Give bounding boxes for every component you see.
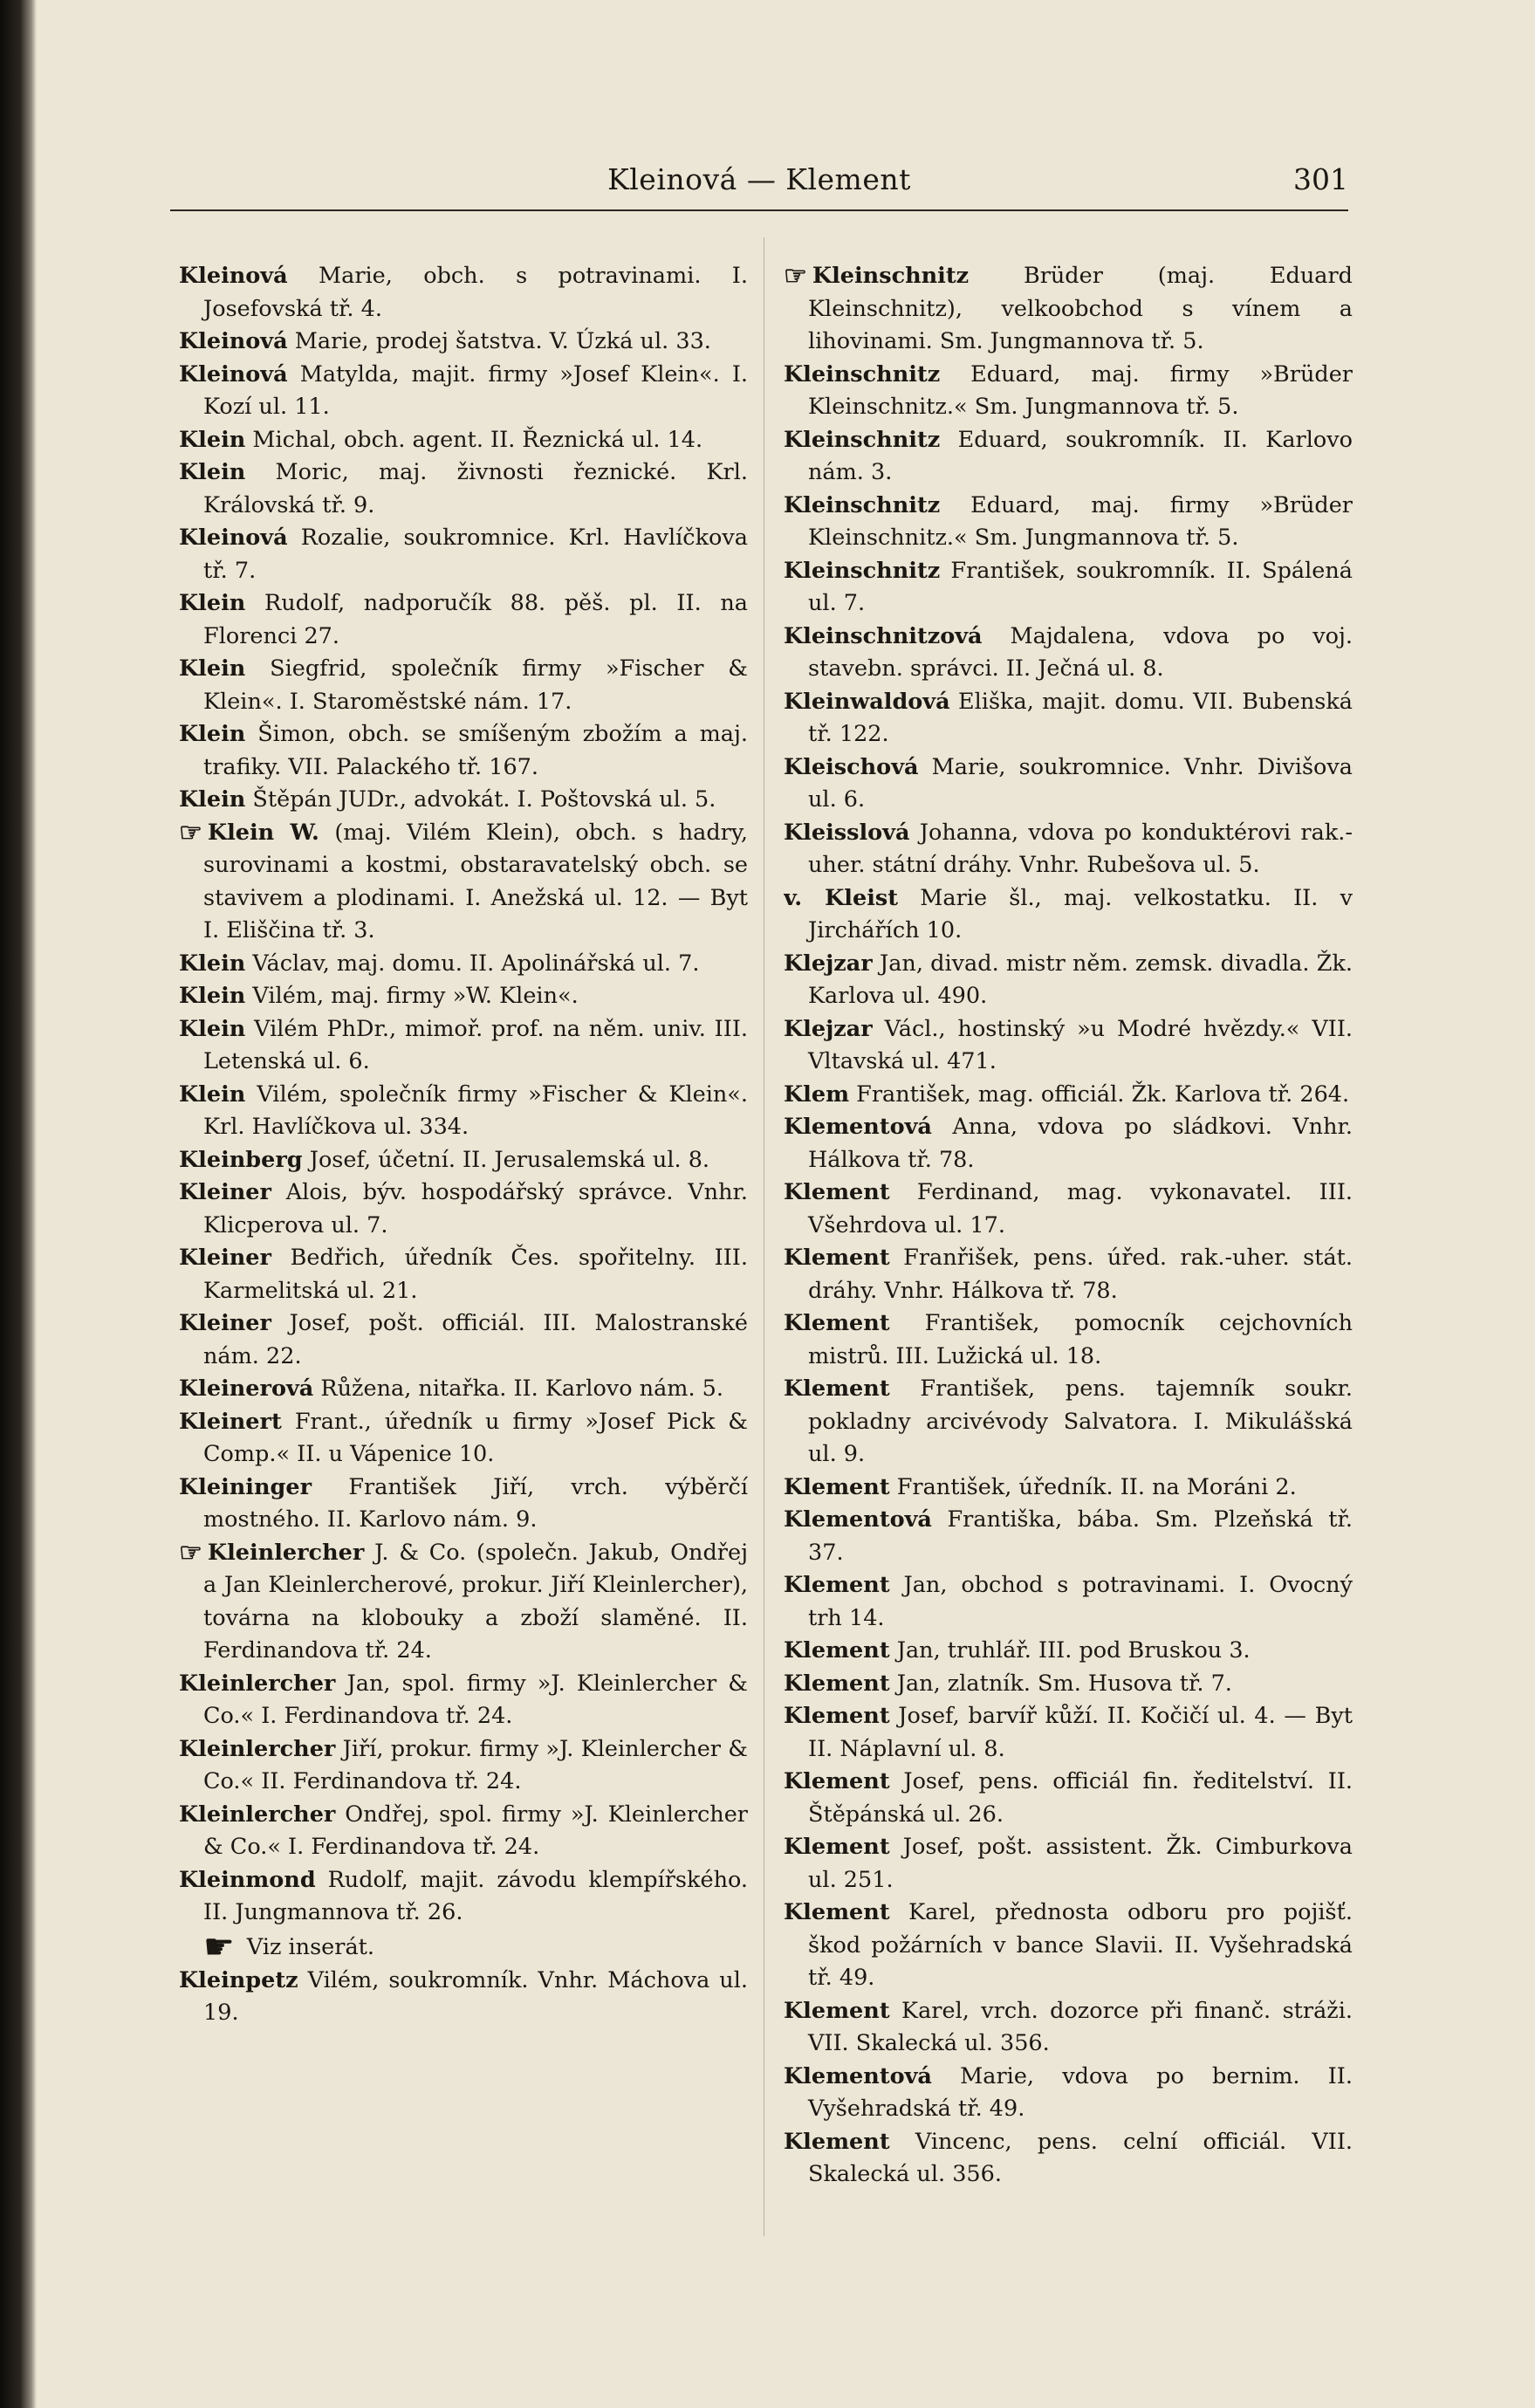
entry-surname: Klement xyxy=(784,1703,890,1729)
directory-entry xyxy=(179,1965,748,2030)
entry-details: Ondřej, spol. firmy »J. Kleinlercher & Co.« I. Ferdinandova tř. 24. xyxy=(203,1801,748,1860)
entry-details: Jan, spol. firmy »J. Kleinlercher & Co.« I. Ferdinandova tř. 24. xyxy=(203,1670,748,1729)
directory-entry xyxy=(784,424,1353,490)
entry-details: Vilém, společník firmy »Fischer & Klein«. Krl. Havlíčkova ul. 334. xyxy=(203,1081,748,1140)
entry-details: Jiří, prokur. firmy »J. Kleinlercher & Co.« II. Ferdinandova tř. 24. xyxy=(203,1735,748,1794)
entry-details: Jan, truhlář. III. pod Bruskou 3. xyxy=(889,1637,1251,1664)
entry-details: Rudolf, nadporučík 88. pěš. pl. II. na Florenci 27. xyxy=(203,590,748,649)
entry-surname: Kleinmond xyxy=(179,1866,316,1893)
entry-surname: Kleinerová xyxy=(179,1376,314,1402)
entry-details: Růžena, nitařka. II. Karlovo nám. 5. xyxy=(313,1376,724,1402)
entry-surname: Klement xyxy=(784,1899,890,1925)
directory-entry xyxy=(784,555,1353,621)
directory-entry xyxy=(784,1472,1353,1505)
entry-details: Frant., úředník u firmy »Josef Pick & Comp.« II. u Vápenice 10. xyxy=(203,1408,748,1467)
entry-surname: v. Kleist xyxy=(784,884,899,911)
directory-entry xyxy=(784,2061,1353,2126)
entry-details: Vilém PhDr., mimoř. prof. na něm. univ. III. Letenská ul. 6. xyxy=(203,1015,748,1074)
hand-mark-icon: ☞ xyxy=(179,817,202,848)
directory-entry xyxy=(179,1013,748,1079)
entry-details: Brüder (maj. Eduard Kleinschnitz), velkoobchod s vínem a lihovinami. Sm. Jungmannova tř. 5. xyxy=(808,263,1353,354)
directory-entry xyxy=(784,1995,1353,2061)
directory-entry xyxy=(179,587,748,653)
entry-surname: Klein xyxy=(179,950,246,977)
entry-details: Vilém, soukromník. Vnhr. Máchova ul. 19. xyxy=(203,1966,748,2026)
directory-entry xyxy=(784,686,1353,751)
entry-details: Štěpán JUDr., advokát. I. Poštovská ul. 5. xyxy=(245,786,716,813)
entry-surname: Klement xyxy=(784,1572,890,1598)
entry-surname: Kleiner xyxy=(179,1179,271,1205)
entry-surname: Klein xyxy=(179,426,246,453)
entry-surname: Kleininger xyxy=(179,1473,312,1500)
entry-surname: Klement xyxy=(784,1834,890,1860)
entry-surname: Klement xyxy=(784,1997,890,2024)
entry-surname: Kleinschnitzová xyxy=(784,622,983,649)
entry-details: Anna, vdova po sládkovi. Vnhr. Hálkova tř. 78. xyxy=(808,1114,1353,1173)
entry-details: Marie, obch. s potravinami. I. Josefovská tř. 4. xyxy=(203,263,748,322)
entry-details: Václav, maj. domu. II. Apolinářská ul. 7. xyxy=(245,950,700,977)
entry-surname: Kleinberg xyxy=(179,1146,303,1173)
directory-entry xyxy=(179,1668,748,1733)
entry-surname: Kleinert xyxy=(179,1408,282,1435)
entry-surname: Klein xyxy=(179,721,246,747)
pointing-finger-icon: ☛ xyxy=(203,1926,235,1967)
directory-entry xyxy=(784,2126,1353,2192)
directory-entry xyxy=(179,653,748,718)
directory-entry xyxy=(784,948,1353,1013)
directory-entry xyxy=(784,1013,1353,1079)
note-text: Viz inserát. xyxy=(246,1933,375,1960)
entry-details: František, soukromník. II. Spálená ul. 7. xyxy=(808,557,1353,616)
entry-surname: Kleinlercher xyxy=(179,1801,336,1828)
directory-entry xyxy=(179,359,748,424)
entry-details: Alois, býv. hospodářský správce. Vnhr. Klicperova ul. 7. xyxy=(203,1179,748,1238)
directory-entry xyxy=(179,326,748,359)
entry-surname: Kleinlercher xyxy=(179,1670,336,1697)
hand-mark-icon: ☞ xyxy=(179,1537,202,1568)
directory-entry xyxy=(784,621,1353,686)
entry-details: Františka, bába. Sm. Plzeňská tř. 37. xyxy=(808,1506,1353,1566)
entry-surname: Kleinová xyxy=(179,525,288,551)
directory-entry xyxy=(784,1700,1353,1766)
see-advertisement-note xyxy=(179,1926,748,1967)
entry-surname: Kleinpetz xyxy=(179,1966,298,1993)
directory-entry xyxy=(784,1307,1353,1373)
directory-entry xyxy=(179,260,748,326)
entry-surname: Klein xyxy=(179,459,246,485)
entry-surname: Kleinschnitz xyxy=(784,491,941,518)
entry-surname: Kleinová xyxy=(179,360,288,388)
entry-surname: Kleischová xyxy=(784,753,919,780)
directory-entry xyxy=(784,1766,1353,1831)
entry-details: František, pens. tajemník soukr. pokladny arcivévody Salvatora. I. Mikulášská ul. 9. xyxy=(808,1376,1353,1467)
entry-surname: Klement xyxy=(784,1376,890,1402)
entry-details: Ferdinand, mag. vykonavatel. III. Všehrdova ul. 17. xyxy=(808,1179,1353,1238)
entry-details: Bedřich, úředník Čes. spořitelny. III. Karmelitská ul. 21. xyxy=(203,1245,748,1304)
entry-surname: Kleinschnitz xyxy=(812,263,970,289)
entry-details: Josef, barvíř kůží. II. Kočičí ul. 4. — Byt II. Náplavní ul. 8. xyxy=(808,1703,1353,1762)
directory-entry xyxy=(179,817,748,948)
directory-entry xyxy=(784,1569,1353,1635)
entry-surname: Klement xyxy=(784,1179,890,1205)
entry-surname: Klementová xyxy=(784,2062,932,2089)
directory-entry xyxy=(784,1242,1353,1307)
book-spine-shadow xyxy=(0,0,37,2408)
directory-entry xyxy=(179,1242,748,1307)
entry-surname: Kleinschnitz xyxy=(784,426,941,453)
running-title: Kleinová — Klement xyxy=(607,162,911,196)
directory-entry xyxy=(784,1897,1353,1995)
directory-entry xyxy=(784,882,1353,948)
entry-surname: Kleinschnitz xyxy=(784,557,941,584)
entry-surname: Klement xyxy=(784,1670,890,1697)
directory-entry xyxy=(179,424,748,457)
directory-entry xyxy=(179,1864,748,1930)
entry-surname: Kleinschnitz xyxy=(784,360,941,388)
entry-details: Rudolf, majit. závodu klempířského. II. Jungmannova tř. 26. xyxy=(203,1866,748,1925)
directory-entry xyxy=(784,1373,1353,1472)
entry-details: Moric, maj. živnosti řeznické. Krl. Královská tř. 9. xyxy=(203,459,748,518)
entry-details: František, úředník. II. na Moráni 2. xyxy=(889,1473,1297,1500)
directory-entry xyxy=(179,784,748,817)
entry-details: Josef, účetní. II. Jerusalemská ul. 8. xyxy=(302,1146,710,1173)
directory-entry xyxy=(179,1373,748,1406)
entry-details: Eliška, majit. domu. VII. Bubenská tř. 122. xyxy=(808,688,1353,747)
entry-surname: Klementová xyxy=(784,1114,932,1140)
entry-details: (maj. Vilém Klein), obch. s hadry, surovinami a kostmi, obstaravatelský obch. se stavivem a plodinami. I. Anežská ul. 12. — Byt I. Eliščina tř. 3. xyxy=(203,819,748,943)
directory-entry xyxy=(784,359,1353,424)
entry-details: Šimon, obch. se smíšeným zbožím a maj. trafiky. VII. Palackého tř. 167. xyxy=(203,721,748,780)
entry-surname: Klein W. xyxy=(207,819,319,846)
entry-details: Marie šl., maj. velkostatku. II. v Jirchářích 10. xyxy=(808,884,1353,943)
entry-surname: Klein xyxy=(179,1015,246,1042)
directory-entry xyxy=(179,1177,748,1242)
entry-details: Majdalena, vdova po voj. stavebn. správci. II. Ječná ul. 8. xyxy=(808,622,1353,682)
entry-surname: Klein xyxy=(179,590,246,616)
entry-surname: Kleinlercher xyxy=(207,1539,365,1566)
entry-surname: Klein xyxy=(179,786,246,813)
entry-details: Karel, vrch. dozorce při finanč. stráži. VII. Skalecká ul. 356. xyxy=(808,1997,1353,2056)
directory-entry xyxy=(179,456,748,522)
directory-entry xyxy=(179,1144,748,1177)
entry-details: Josef, pošt. officiál. III. Malostranské nám. 22. xyxy=(203,1310,748,1369)
entry-details: Josef, pens. officiál fin. ředitelství. II. Štěpánská ul. 26. xyxy=(808,1768,1353,1828)
entry-details: Josef, pošt. assistent. Žk. Cimburkova ul. 251. xyxy=(808,1834,1353,1893)
entry-details: Vincenc, pens. celní officiál. VII. Skalecká ul. 356. xyxy=(808,2128,1353,2187)
hand-mark-icon: ☞ xyxy=(784,261,807,292)
directory-entry xyxy=(179,1307,748,1373)
entry-details: Michal, obch. agent. II. Řeznická ul. 14. xyxy=(245,426,703,453)
directory-entry xyxy=(784,1504,1353,1569)
directory-entry xyxy=(784,1079,1353,1112)
directory-entry xyxy=(179,948,748,981)
entry-surname: Klement xyxy=(784,1637,890,1664)
entry-details: František Jiří, vrch. výběrčí mostného. II. Karlovo nám. 9. xyxy=(203,1473,748,1533)
entry-details: Eduard, maj. firmy »Brüder Kleinschnitz.« Sm. Jungmannova tř. 5. xyxy=(808,491,1353,551)
directory-entry xyxy=(179,1799,748,1864)
entry-details: Eduard, soukromník. II. Karlovo nám. 3. xyxy=(808,426,1353,485)
directory-entry xyxy=(179,1537,748,1668)
entry-details: Vilém, maj. firmy »W. Klein«. xyxy=(245,983,579,1009)
page-number: 301 xyxy=(1293,162,1348,196)
directory-entry xyxy=(179,1079,748,1144)
entry-surname: Klejzar xyxy=(784,950,873,977)
directory-entry xyxy=(179,1733,748,1799)
directory-entry xyxy=(179,1472,748,1537)
entry-details: Matylda, majit. firmy »Josef Klein«. I. Kozí ul. 11. xyxy=(203,360,748,420)
entry-surname: Klement xyxy=(784,2128,890,2155)
directory-entry xyxy=(179,718,748,784)
entry-surname: Kleiner xyxy=(179,1310,271,1336)
entry-details: František, mag. officiál. Žk. Karlova tř. 264. xyxy=(849,1081,1350,1108)
entry-details: Eduard, maj. firmy »Brüder Kleinschnitz.« Sm. Jungmannova tř. 5. xyxy=(808,360,1353,420)
entry-details: František, pomocník cejchovních mistrů. III. Lužická ul. 18. xyxy=(808,1310,1353,1369)
directory-entry xyxy=(784,1831,1353,1897)
directory-entry xyxy=(784,490,1353,555)
entry-details: Jan, divad. mistr něm. zemsk. divadla. Žk. Karlova ul. 490. xyxy=(808,950,1353,1009)
directory-entry xyxy=(784,1111,1353,1177)
directory-entry xyxy=(179,980,748,1013)
entry-surname: Klement xyxy=(784,1473,890,1500)
entry-surname: Klein xyxy=(179,655,246,682)
entry-details: Rozalie, soukromnice. Krl. Havlíčkova tř. 7. xyxy=(203,525,748,584)
entry-details: J. & Co. (společn. Jakub, Ondřej a Jan Kleinlercherové, prokur. Jiří Kleinlercher), továrna na klobouky a zboží slaměné. II. Ferdinandova tř. 24. xyxy=(203,1539,748,1664)
entry-surname: Klement xyxy=(784,1245,890,1271)
entry-details: Karel, přednosta odboru pro pojišť. škod požárních v bance Slavii. II. Vyšehradská tř. 49. xyxy=(808,1899,1353,1991)
entry-surname: Klement xyxy=(784,1768,890,1794)
entry-details: Marie, prodej šatstva. V. Úzká ul. 33. xyxy=(287,328,711,354)
entry-surname: Kleinwaldová xyxy=(784,688,950,715)
entry-details: Jan, zlatník. Sm. Husova tř. 7. xyxy=(889,1670,1232,1697)
directory-entry xyxy=(179,522,748,587)
entry-surname: Kleinová xyxy=(179,328,288,354)
entry-details: Siegfrid, společník firmy »Fischer & Klein«. I. Staroměstské nám. 17. xyxy=(203,655,748,715)
directory-entry xyxy=(784,751,1353,817)
entry-surname: Klein xyxy=(179,983,246,1009)
entry-surname: Kleiner xyxy=(179,1245,271,1271)
directory-entry xyxy=(784,1635,1353,1668)
entry-surname: Klement xyxy=(784,1310,890,1336)
entry-details: Václ., hostinský »u Modré hvězdy.« VII. Vltavská ul. 471. xyxy=(808,1015,1353,1074)
directory-entry xyxy=(784,1177,1353,1242)
entry-surname: Klem xyxy=(784,1081,850,1108)
entry-surname: Kleinlercher xyxy=(179,1735,336,1762)
entry-details: Marie, soukromnice. Vnhr. Divišova ul. 6. xyxy=(808,753,1353,813)
entry-surname: Klementová xyxy=(784,1506,932,1533)
header-rule xyxy=(170,209,1348,211)
entry-surname: Klejzar xyxy=(784,1015,873,1042)
entry-details: Franřišek, pens. úřed. rak.-uher. stát. dráhy. Vnhr. Hálkova tř. 78. xyxy=(808,1245,1353,1304)
directory-entry xyxy=(784,260,1353,359)
page-header xyxy=(170,162,1348,206)
entry-surname: Klein xyxy=(179,1081,246,1108)
entry-surname: Kleinová xyxy=(179,263,288,289)
left-column xyxy=(179,260,748,2259)
right-column xyxy=(784,260,1353,2259)
entry-details: Johanna, vdova po konduktérovi rak.-uher. státní dráhy. Vnhr. Rubešova ul. 5. xyxy=(808,819,1353,878)
directory-entry xyxy=(784,1668,1353,1701)
entry-details: Jan, obchod s potravinami. I. Ovocný trh 14. xyxy=(808,1572,1353,1631)
directory-entry xyxy=(784,817,1353,882)
entry-details: Marie, vdova po bernim. II. Vyšehradská tř. 49. xyxy=(808,2062,1353,2122)
entry-surname: Kleisslová xyxy=(784,819,910,846)
directory-entry xyxy=(179,1406,748,1472)
